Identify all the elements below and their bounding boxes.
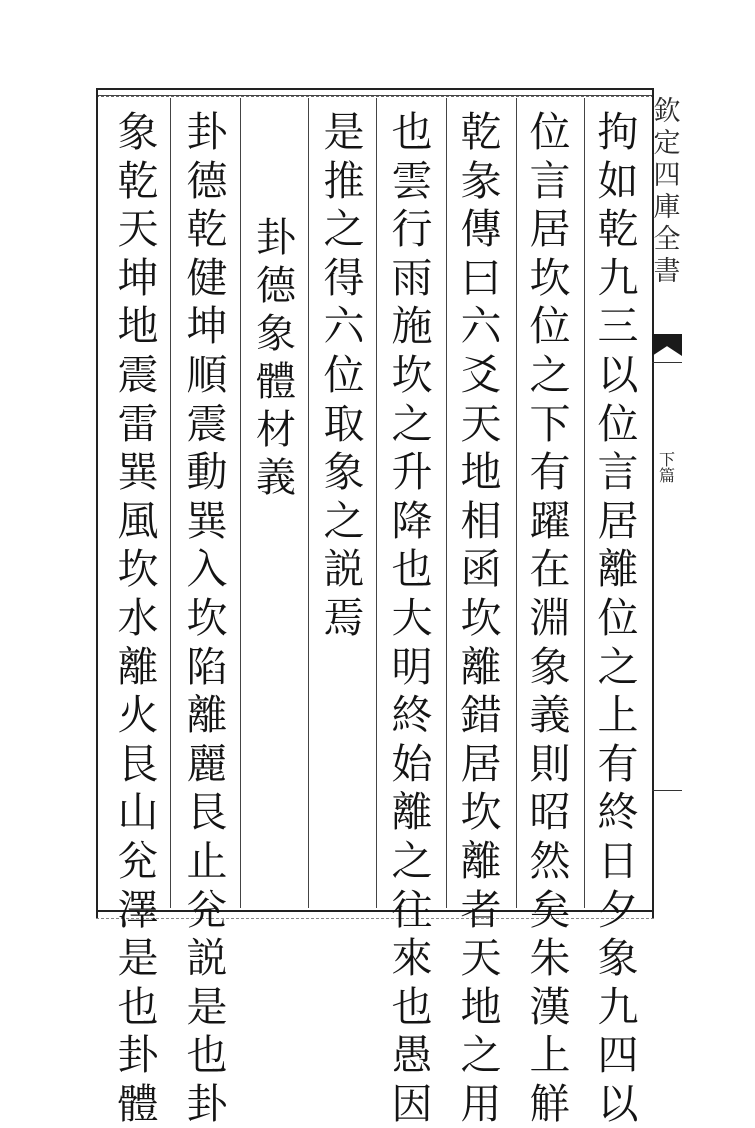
text-column-8: 象乾天坤地震雷巽風坎水離火艮山兊澤是也卦體 [117, 108, 159, 1128]
column-rule [584, 98, 585, 908]
fishtail-mark-icon [652, 334, 682, 356]
text-column-4: 也雲行雨施坎之升降也大明終始離之往來也愚因 [391, 108, 433, 1128]
text-column-7: 卦德乾健坤順震動巽入坎陷離麗艮止兊説是也卦 [186, 108, 228, 1128]
column-rule [308, 98, 309, 908]
column-rule [446, 98, 447, 908]
margin-section-label: 下篇 [658, 450, 675, 485]
text-column-5: 是推之得六位取象之説焉 [323, 108, 365, 642]
frame-top-dashed-rule [96, 96, 654, 97]
text-column-3: 乾彖傳曰六爻天地相函坎離錯居坎離者天地之用 [460, 108, 502, 1128]
column-rule [516, 98, 517, 908]
fishtail-rule [652, 362, 682, 363]
frame-left-border [96, 88, 98, 918]
text-column-1: 拘如乾九三以位言居離位之上有終日夕象九四以 [597, 108, 639, 1128]
margin-book-title: 欽定四庫全書 [653, 96, 681, 287]
frame-top-border [96, 88, 654, 96]
section-heading: 卦德象體材義 [256, 215, 296, 501]
column-rule [376, 98, 377, 908]
margin-rule [652, 790, 682, 791]
text-column-2: 位言居坎位之下有躍在淵象義則昭然矣朱漢上觧 [529, 108, 571, 1128]
column-rule [240, 98, 241, 908]
column-rule [170, 98, 171, 908]
